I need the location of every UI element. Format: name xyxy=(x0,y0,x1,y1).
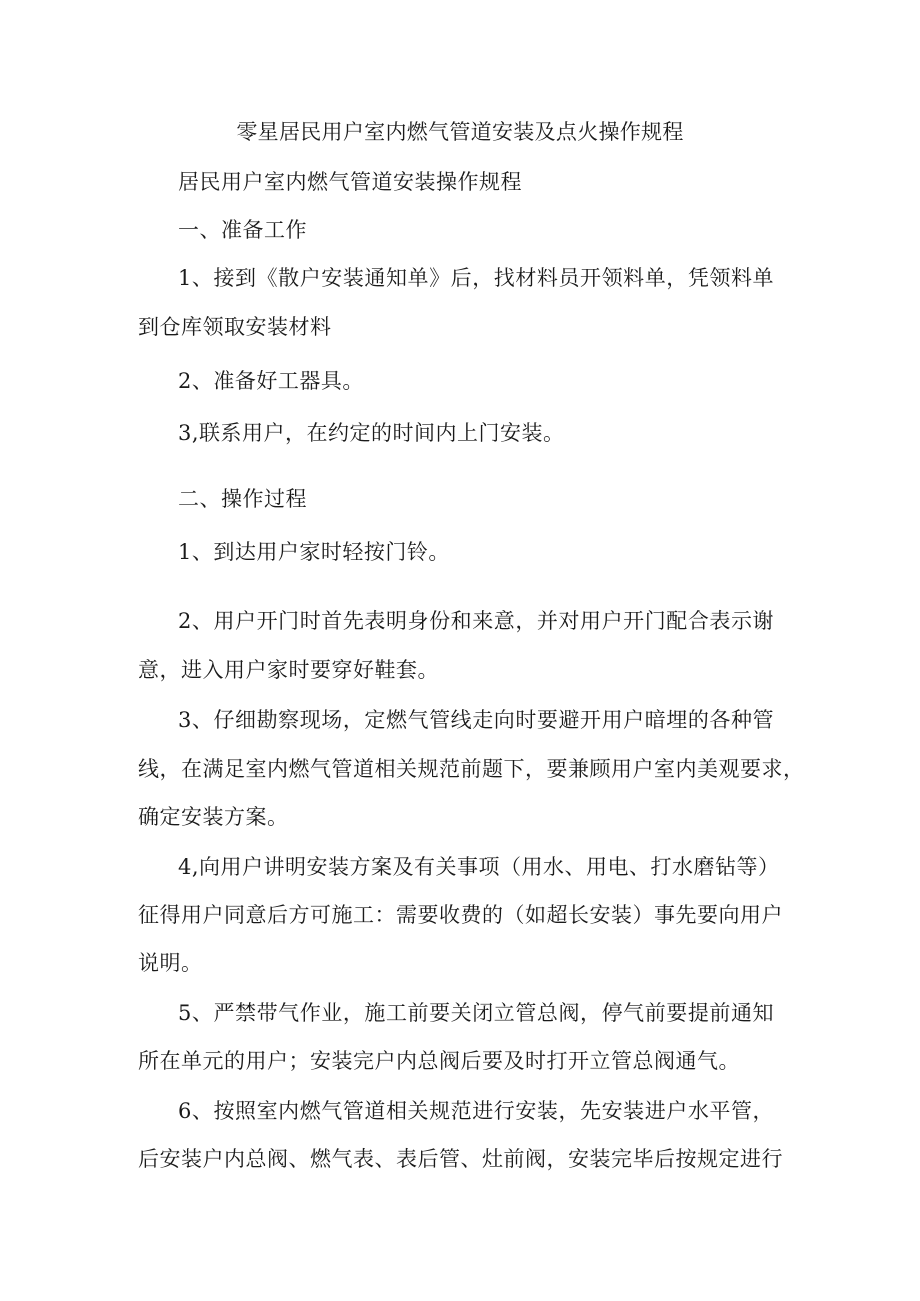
paragraph-line: 2、准备好工器具。 xyxy=(178,369,364,393)
section-heading-operation: 二、操作过程 xyxy=(178,487,307,511)
paragraph-line: 6、按照室内燃气管道相关规范进行安装，先安装进户水平管， xyxy=(178,1099,774,1123)
paragraph-line: 1、接到《散户安装通知单》后，找材料员开领料单，凭领料单 xyxy=(178,266,774,290)
paragraph-line: 所在单元的用户；安装完户内总阀后要及时打开立管总阀通气。 xyxy=(138,1049,740,1073)
paragraph-line: 1、到达用户家时轻按门铃。 xyxy=(178,540,450,564)
section-heading-preparation: 一、准备工作 xyxy=(178,218,307,242)
paragraph-line: 征得用户同意后方可施工：需要收费的（如超长安装）事先要向用户 xyxy=(138,903,783,927)
paragraph-line: 确定安装方案。 xyxy=(138,805,289,829)
paragraph-line: 3,联系用户，在约定的时间内上门安装。 xyxy=(178,421,565,445)
document-subtitle: 居民用户室内燃气管道安装操作规程 xyxy=(178,170,522,194)
paragraph-line: 2、用户开门时首先表明身份和来意，并对用户开门配合表示谢 xyxy=(178,609,774,633)
paragraph-line: 说明。 xyxy=(138,951,203,975)
paragraph-line: 到仓库领取安装材料 xyxy=(138,315,332,339)
document-title: 零星居民用户室内燃气管道安装及点火操作规程 xyxy=(236,120,684,144)
paragraph-line: 线，在满足室内燃气管道相关规范前题下，要兼顾用户室内美观要求， xyxy=(138,757,805,781)
paragraph-line: 意，进入用户家时要穿好鞋套。 xyxy=(138,658,439,682)
paragraph-line: 5、严禁带气作业，施工前要关闭立管总阀，停气前要提前通知 xyxy=(178,1001,774,1025)
paragraph-line: 4,向用户讲明安装方案及有关事项（用水、用电、打水磨钻等） xyxy=(178,855,780,879)
paragraph-line: 后安装户内总阀、燃气表、表后管、灶前阀，安装完毕后按规定进行 xyxy=(138,1147,783,1171)
paragraph-line: 3、仔细勘察现场，定燃气管线走向时要避开用户暗埋的各种管 xyxy=(178,708,774,732)
